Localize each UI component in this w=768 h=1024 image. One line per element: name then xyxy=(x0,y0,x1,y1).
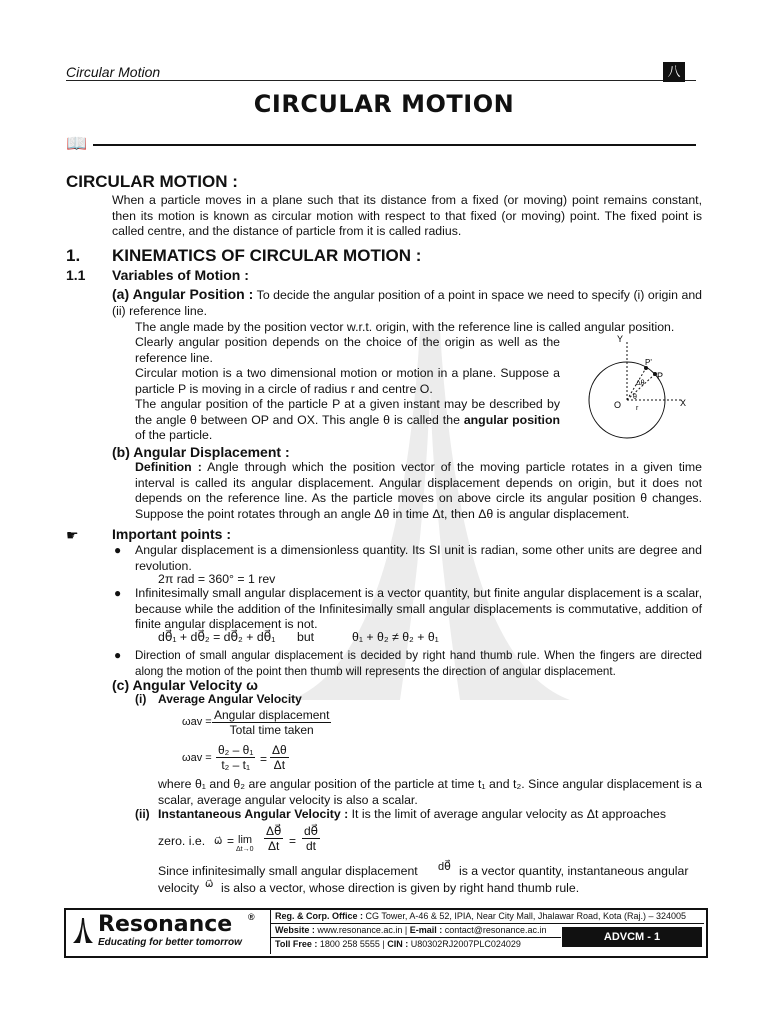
inst-velocity-title: Instantaneous Angular Velocity : xyxy=(158,807,349,821)
registered-mark: ® xyxy=(248,912,255,922)
intro-heading: CIRCULAR MOTION : xyxy=(66,172,238,191)
section-title: KINEMATICS OF CIRCULAR MOTION : xyxy=(112,246,422,265)
fraction-numerator: Δθ xyxy=(272,743,287,757)
cin-number: U80302RJ2007PLC024029 xyxy=(410,939,521,949)
fraction-delta xyxy=(270,743,289,772)
resonance-logo-icon xyxy=(70,916,96,944)
fig-dtheta-label: Δθ xyxy=(636,380,645,387)
page-title: CIRCULAR MOTION xyxy=(253,90,515,118)
angular-position-text5a: The angular position of the particle P at a given instant may be described by the angle θ between OP and OX. This angle θ is called the xyxy=(135,397,560,427)
angular-position-text4: Circular motion is a two dimensional motion or motion in a plane. Suppose a particle P is moving in a circle of radius r and centre O. xyxy=(135,366,560,396)
angular-displacement-para xyxy=(135,460,702,522)
resonance-logo xyxy=(68,912,264,952)
reg-label: Reg. & Corp. Office : xyxy=(275,911,364,921)
since-text-2: is a vector quantity, instantaneous angular xyxy=(459,864,689,878)
book-icon: 📖 xyxy=(66,134,88,153)
fraction-denominator: Δt xyxy=(268,839,280,853)
omega-av-label-2: ωav = xyxy=(182,752,212,764)
lim-subscript: Δt→0 xyxy=(236,846,254,853)
subsection-number: 1.1 xyxy=(66,267,86,283)
fig-theta-label: θ xyxy=(633,394,637,401)
omega-vector: ω⃗ xyxy=(214,836,223,847)
bullet-3-text: Direction of small angular displacement is decided by right hand thumb rule. When the fingers are directed along the motion of the point then thumb will represents the direction of angular displacement. xyxy=(135,649,702,678)
email-label: E-mail : xyxy=(409,925,443,935)
bullet-1-equation: 2π rad = 360° = 1 rev xyxy=(158,572,276,586)
fraction-numerator: θ₂ – θ₁ xyxy=(218,743,254,757)
toll-label: Toll Free : xyxy=(275,939,318,949)
omega-av-label: ωav = xyxy=(182,716,212,728)
zero-ie: zero. i.e. xyxy=(158,834,206,848)
angular-position-text1: To decide the angular position of a point in space we need to specify (i) origin and (ii) reference line. xyxy=(112,288,702,318)
fig-p2-label: P' xyxy=(645,358,652,367)
bullet-dot-icon: ● xyxy=(114,648,122,662)
inst-velocity-para xyxy=(158,807,702,823)
web-label: Website : xyxy=(275,925,315,935)
fig-p-label: P xyxy=(657,371,664,381)
header-rule xyxy=(66,80,696,81)
fraction-numerator: dθ⃗ xyxy=(304,824,319,838)
important-heading: Important points : xyxy=(112,526,231,542)
fraction-angular-disp xyxy=(212,708,331,737)
where-text: where θ₁ and θ₂ are angular position of the particle at time t₁ and t₂. Since angular displacement is a scalar, average angular velocity is also a scalar. xyxy=(158,777,702,807)
fraction-limit xyxy=(264,824,283,853)
fraction-denominator: Total time taken xyxy=(229,723,314,737)
angular-position-text5c: of the particle. xyxy=(135,428,213,442)
angular-position-text5 xyxy=(135,397,560,444)
cin-label: CIN : xyxy=(387,939,409,949)
page-number-badge: ADVCM - 1 xyxy=(562,927,702,947)
intro-text: When a particle moves in a plane such that its distance from a fixed (or moving) point remains constant, then its motion is known as circular motion with respect to that fixed (or moving) point. The fixed point is called centre, and the distance of particle from it is called radius. xyxy=(112,193,702,238)
dtheta-vector: dθ⃗ xyxy=(438,861,451,873)
footer-web-line: Website : www.resonance.ac.in | E-mail : contact@resonance.ac.in xyxy=(275,925,547,935)
fraction-denominator: t₂ – t₁ xyxy=(221,758,251,772)
equals-sign: = xyxy=(227,834,235,848)
bullet-1-text: Angular displacement is a dimensionless quantity. Its SI unit is radian, some other units are degree and revolution. xyxy=(135,543,702,573)
equals-sign: = xyxy=(260,752,268,766)
velocity-text-1: velocity xyxy=(158,881,200,895)
angular-displacement-text: Angle through which the position vector of the moving particle rotates in a given time interval is called its angular displacement. Angular displacement depends on origin, but it does not depends on the reference line. As the particle moves on above circle its angular position θ changes. Suppose the point rotates through an angle Δθ in time Δt, then Δθ is angular displacement. xyxy=(135,460,702,521)
fraction-numerator: Δθ⃗ xyxy=(266,824,282,838)
fig-r-label: r xyxy=(636,405,639,412)
website-link[interactable]: www.resonance.ac.in xyxy=(317,925,403,935)
lim-text: lim xyxy=(238,834,253,846)
fig-y-label: Y xyxy=(617,334,624,344)
reg-address: CG Tower, A-46 & 52, IPIA, Near City Mall, Jhalawar Road, Kota (Raj.) – 324005 xyxy=(365,911,687,921)
footer-toll-line: Toll Free : 1800 258 5555 | CIN : U80302RJ2007PLC024029 xyxy=(275,939,521,949)
equals-sign: = xyxy=(289,834,297,848)
brand-tagline: Educating for better tomorrow xyxy=(98,937,242,948)
angular-position-text3: Clearly angular position depends on the choice of the origin as well as the reference line. xyxy=(135,335,560,365)
angular-position-term: angular position xyxy=(463,412,560,427)
avg-velocity-title: Average Angular Velocity xyxy=(158,692,302,706)
bullet-2-equation-2: θ₁ + θ₂ ≠ θ₂ + θ₁ xyxy=(352,630,439,644)
header-logo-icon: 八 xyxy=(663,62,685,82)
velocity-text-2: is also a vector, whose direction is given by right hand thumb rule. xyxy=(221,881,580,895)
section-number: 1. xyxy=(66,246,81,265)
bullet-dot-icon: ● xyxy=(114,586,122,600)
avg-velocity-roman: (i) xyxy=(135,692,147,706)
running-title: Circular Motion xyxy=(66,64,161,80)
velocity-omega-vector: ω⃗ xyxy=(205,879,214,890)
title-rule xyxy=(93,144,696,146)
inst-velocity-text: It is the limit of average angular velocity as Δt approaches xyxy=(351,807,667,821)
pointing-hand-icon: ☛ xyxy=(66,527,79,543)
brand-name: Resonance xyxy=(98,912,233,937)
angular-displacement-label: (b) Angular Displacement : xyxy=(112,444,290,460)
angular-position-label: (a) Angular Position : xyxy=(112,286,254,302)
definition-label: Definition : xyxy=(135,460,202,474)
bullet-2-text: Infinitesimally small angular displacement is a vector quantity, but finite angular displacement is a scalar, because while the addition of the Infinitesimally small angular displacements is commutative, addition of finite angular displacement is not. xyxy=(135,586,702,631)
bullet-2-equation-1: dθ⃗₁ + dθ⃗₂ = dθ⃗₂ + dθ⃗₁ xyxy=(158,630,276,644)
footer-reg-line xyxy=(275,910,703,923)
angular-position-para xyxy=(112,287,702,319)
fig-o-label: O xyxy=(614,400,622,410)
bullet-2-but: but xyxy=(297,630,315,644)
since-text-1: Since infinitesimally small angular displacement xyxy=(158,864,418,878)
footer-divider xyxy=(270,910,271,954)
fraction-numerator: Angular displacement xyxy=(214,708,330,722)
fraction-denominator: Δt xyxy=(273,758,286,772)
fraction-derivative xyxy=(302,824,320,853)
circle-diagram xyxy=(572,330,712,445)
toll-number: 1800 258 5555 xyxy=(319,939,380,949)
fig-x-label: X xyxy=(680,398,687,408)
inst-velocity-roman: (ii) xyxy=(135,807,150,821)
angular-position-text2: The angle made by the position vector w.r.t. origin, with the reference line is called angular position. xyxy=(135,320,675,334)
fraction-denominator: dt xyxy=(306,839,317,853)
bullet-dot-icon: ● xyxy=(114,543,122,557)
fraction-theta-diff xyxy=(216,743,255,772)
angular-velocity-label: (c) Angular Velocity ω xyxy=(112,677,258,693)
subsection-title: Variables of Motion : xyxy=(112,267,249,283)
email-link[interactable]: contact@resonance.ac.in xyxy=(444,925,547,935)
